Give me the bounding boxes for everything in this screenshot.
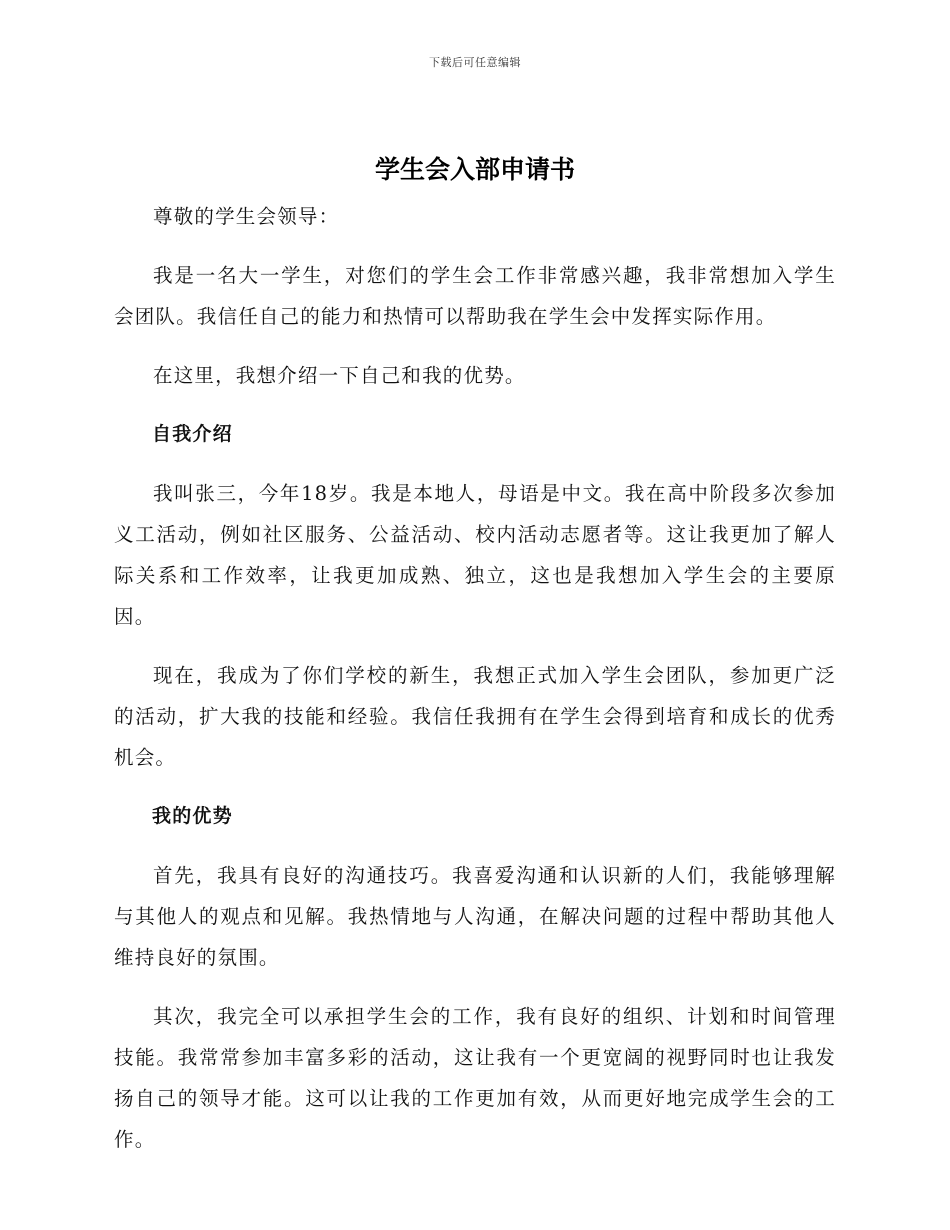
- document-body: [114, 196, 836, 1178]
- paragraph-strength-organization: 其次，我完全可以承担学生会的工作，我有良好的组织、计划和时间管理技能。我常常参加丰富多彩的活动，这让我有一个更宽阔的视野同时也让我发扬自己的领导才能。这可以让我的工作更加有效，从而更好地完成学生会的工作。: [114, 1005, 836, 1151]
- paragraph-intro: 我是一名大一学生，对您们的学生会工作非常感兴趣，我非常想加入学生会团队。我信任自己的能力和热情可以帮助我在学生会中发挥实际作用。: [114, 264, 836, 328]
- paragraph-strength-communication: 首先，我具有良好的沟通技巧。我喜爱沟通和认识新的人们，我能够理解与其他人的观点和见解。我热情地与人沟通，在解决问题的过程中帮助其他人维持良好的氛围。: [114, 864, 836, 969]
- document-title: 学生会入部申请书: [374, 155, 575, 184]
- paragraph-transition: 在这里，我想介绍一下自己和我的优势。: [153, 364, 526, 387]
- paragraph-motivation: 现在，我成为了你们学校的新生，我想正式加入学生会团队，参加更广泛的活动，扩大我的技能和经验。我信任我拥有在学生会得到培育和成长的优秀机会。: [114, 664, 836, 769]
- section-heading-self-intro: 自我介绍: [152, 423, 233, 445]
- section-heading-strengths: 我的优势: [152, 805, 233, 827]
- paragraph-self-intro: 我叫张三，今年18岁。我是本地人，母语是中文。我在高中阶段多次参加义工活动，例如社区服务、公益活动、校内活动志愿者等。这让我更加了解人际关系和工作效率，让我更加成熟、独立，这也是我想加入学生会的主要原因。: [114, 482, 836, 628]
- header-note: 下载后可任意编辑: [429, 56, 521, 69]
- salutation: 尊敬的学生会领导：: [153, 205, 340, 228]
